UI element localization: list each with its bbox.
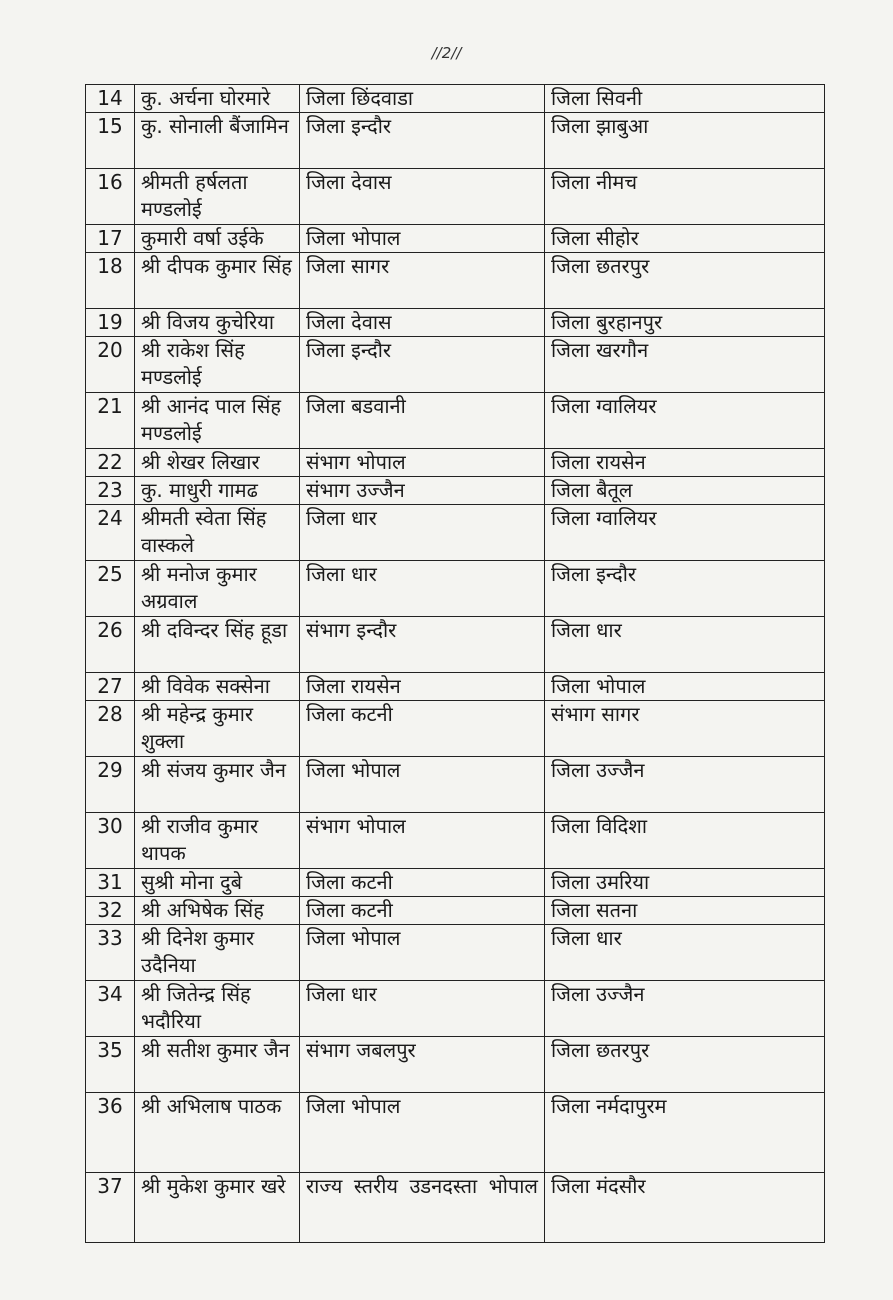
new-posting-cell: जिला छतरपुर	[545, 1037, 825, 1093]
current-posting-cell: जिला इन्दौर	[300, 113, 545, 169]
table-row	[86, 673, 825, 701]
new-posting-cell: जिला सीहोर	[545, 225, 825, 253]
current-posting-cell: संभाग जबलपुर	[300, 1037, 545, 1093]
table-row	[86, 309, 825, 337]
current-posting-cell: जिला सागर	[300, 253, 545, 309]
officer-name-cell: कु. सोनाली बैंजामिन	[135, 113, 300, 169]
new-posting-cell: जिला बुरहानपुर	[545, 309, 825, 337]
new-posting-cell: जिला रायसेन	[545, 449, 825, 477]
table-row	[86, 701, 825, 757]
serial-number-cell: 29	[86, 757, 135, 813]
new-posting-cell: जिला खरगौन	[545, 337, 825, 393]
serial-number-cell: 36	[86, 1093, 135, 1173]
serial-number-cell: 25	[86, 561, 135, 617]
current-posting-cell: जिला बडवानी	[300, 393, 545, 449]
new-posting-cell: जिला उमरिया	[545, 869, 825, 897]
officer-name-cell: श्री संजय कुमार जैन	[135, 757, 300, 813]
current-posting-cell: संभाग उज्जैन	[300, 477, 545, 505]
new-posting-cell: जिला इन्दौर	[545, 561, 825, 617]
officer-name-cell: सुश्री मोना दुबे	[135, 869, 300, 897]
officer-name-cell: श्री अभिषेक सिंह	[135, 897, 300, 925]
current-posting-cell: जिला देवास	[300, 309, 545, 337]
new-posting-cell: जिला भोपाल	[545, 673, 825, 701]
officer-name-cell: श्रीमती स्वेता सिंह वास्कले	[135, 505, 300, 561]
serial-number-cell: 15	[86, 113, 135, 169]
current-posting-cell: जिला भोपाल	[300, 1093, 545, 1173]
table-row	[86, 449, 825, 477]
current-posting-cell: संभाग भोपाल	[300, 813, 545, 869]
transfer-table-body	[86, 85, 825, 1243]
new-posting-cell: जिला धार	[545, 925, 825, 981]
officer-name-cell: श्री दिनेश कुमार उदैनिया	[135, 925, 300, 981]
serial-number-cell: 17	[86, 225, 135, 253]
serial-number-cell: 22	[86, 449, 135, 477]
new-posting-cell: जिला धार	[545, 617, 825, 673]
current-posting-cell: जिला धार	[300, 561, 545, 617]
officer-name-cell: श्री जितेन्द्र सिंह भदौरिया	[135, 981, 300, 1037]
officer-name-cell: श्री महेन्द्र कुमार शुक्ला	[135, 701, 300, 757]
current-posting-cell: जिला छिंदवाडा	[300, 85, 545, 113]
officer-name-cell: श्री राजीव कुमार थापक	[135, 813, 300, 869]
new-posting-cell: जिला नीमच	[545, 169, 825, 225]
current-posting-cell: जिला कटनी	[300, 701, 545, 757]
serial-number-cell: 31	[86, 869, 135, 897]
new-posting-cell: जिला छतरपुर	[545, 253, 825, 309]
officer-name-cell: श्री मुकेश कुमार खरे	[135, 1173, 300, 1243]
officer-name-cell: श्री मनोज कुमार अग्रवाल	[135, 561, 300, 617]
new-posting-cell: जिला बैतूल	[545, 477, 825, 505]
serial-number-cell: 21	[86, 393, 135, 449]
officer-name-cell: श्री दविन्दर सिंह हूडा	[135, 617, 300, 673]
new-posting-cell: जिला मंदसौर	[545, 1173, 825, 1243]
table-row	[86, 897, 825, 925]
officer-name-cell: श्री दीपक कुमार सिंह	[135, 253, 300, 309]
officer-name-cell: श्री विजय कुचेरिया	[135, 309, 300, 337]
current-posting-cell: संभाग इन्दौर	[300, 617, 545, 673]
officer-name-cell: कु. माधुरी गामढ	[135, 477, 300, 505]
current-posting-cell: जिला रायसेन	[300, 673, 545, 701]
table-row	[86, 869, 825, 897]
serial-number-cell: 23	[86, 477, 135, 505]
current-posting-cell: जिला भोपाल	[300, 757, 545, 813]
table-row	[86, 225, 825, 253]
table-row	[86, 477, 825, 505]
serial-number-cell: 16	[86, 169, 135, 225]
table-row	[86, 1173, 825, 1243]
serial-number-cell: 24	[86, 505, 135, 561]
table-row	[86, 757, 825, 813]
table-row	[86, 561, 825, 617]
officer-name-cell: कु. अर्चना घोरमारे	[135, 85, 300, 113]
current-posting-cell: जिला धार	[300, 505, 545, 561]
table-row	[86, 169, 825, 225]
new-posting-cell: संभाग सागर	[545, 701, 825, 757]
serial-number-cell: 34	[86, 981, 135, 1037]
table-row	[86, 925, 825, 981]
new-posting-cell: जिला उज्जैन	[545, 981, 825, 1037]
new-posting-cell: जिला ग्वालियर	[545, 505, 825, 561]
current-posting-cell: जिला कटनी	[300, 869, 545, 897]
table-row	[86, 393, 825, 449]
serial-number-cell: 32	[86, 897, 135, 925]
serial-number-cell: 35	[86, 1037, 135, 1093]
table-row	[86, 85, 825, 113]
transfer-table	[85, 84, 825, 1243]
new-posting-cell: जिला ग्वालियर	[545, 393, 825, 449]
current-posting-cell: जिला भोपाल	[300, 925, 545, 981]
table-row	[86, 113, 825, 169]
serial-number-cell: 28	[86, 701, 135, 757]
new-posting-cell: जिला विदिशा	[545, 813, 825, 869]
officer-name-cell: श्री शेखर लिखार	[135, 449, 300, 477]
table-row	[86, 813, 825, 869]
officer-name-cell: कुमारी वर्षा उईके	[135, 225, 300, 253]
officer-name-cell: श्री विवेक सक्सेना	[135, 673, 300, 701]
serial-number-cell: 33	[86, 925, 135, 981]
current-posting-cell: संभाग भोपाल	[300, 449, 545, 477]
current-posting-cell: जिला देवास	[300, 169, 545, 225]
new-posting-cell: जिला सिवनी	[545, 85, 825, 113]
table-row	[86, 1093, 825, 1173]
table-row	[86, 253, 825, 309]
current-posting-cell: जिला कटनी	[300, 897, 545, 925]
officer-name-cell: श्रीमती हर्षलता मण्डलोई	[135, 169, 300, 225]
table-row	[86, 1037, 825, 1093]
officer-name-cell: श्री सतीश कुमार जैन	[135, 1037, 300, 1093]
new-posting-cell: जिला उज्जैन	[545, 757, 825, 813]
serial-number-cell: 19	[86, 309, 135, 337]
serial-number-cell: 26	[86, 617, 135, 673]
serial-number-cell: 20	[86, 337, 135, 393]
new-posting-cell: जिला झाबुआ	[545, 113, 825, 169]
officer-name-cell: श्री आनंद पाल सिंह मण्डलोई	[135, 393, 300, 449]
page-number: //2//	[431, 44, 462, 62]
current-posting-cell: राज्य स्तरीय उडनदस्ता भोपाल	[300, 1173, 545, 1243]
new-posting-cell: जिला सतना	[545, 897, 825, 925]
serial-number-cell: 30	[86, 813, 135, 869]
current-posting-cell: जिला भोपाल	[300, 225, 545, 253]
current-posting-cell: जिला धार	[300, 981, 545, 1037]
serial-number-cell: 18	[86, 253, 135, 309]
table-row	[86, 505, 825, 561]
new-posting-cell: जिला नर्मदापुरम	[545, 1093, 825, 1173]
serial-number-cell: 27	[86, 673, 135, 701]
officer-name-cell: श्री अभिलाष पाठक	[135, 1093, 300, 1173]
serial-number-cell: 14	[86, 85, 135, 113]
table-row	[86, 981, 825, 1037]
table-row	[86, 617, 825, 673]
serial-number-cell: 37	[86, 1173, 135, 1243]
current-posting-cell: जिला इन्दौर	[300, 337, 545, 393]
officer-name-cell: श्री राकेश सिंह मण्डलोई	[135, 337, 300, 393]
table-row	[86, 337, 825, 393]
